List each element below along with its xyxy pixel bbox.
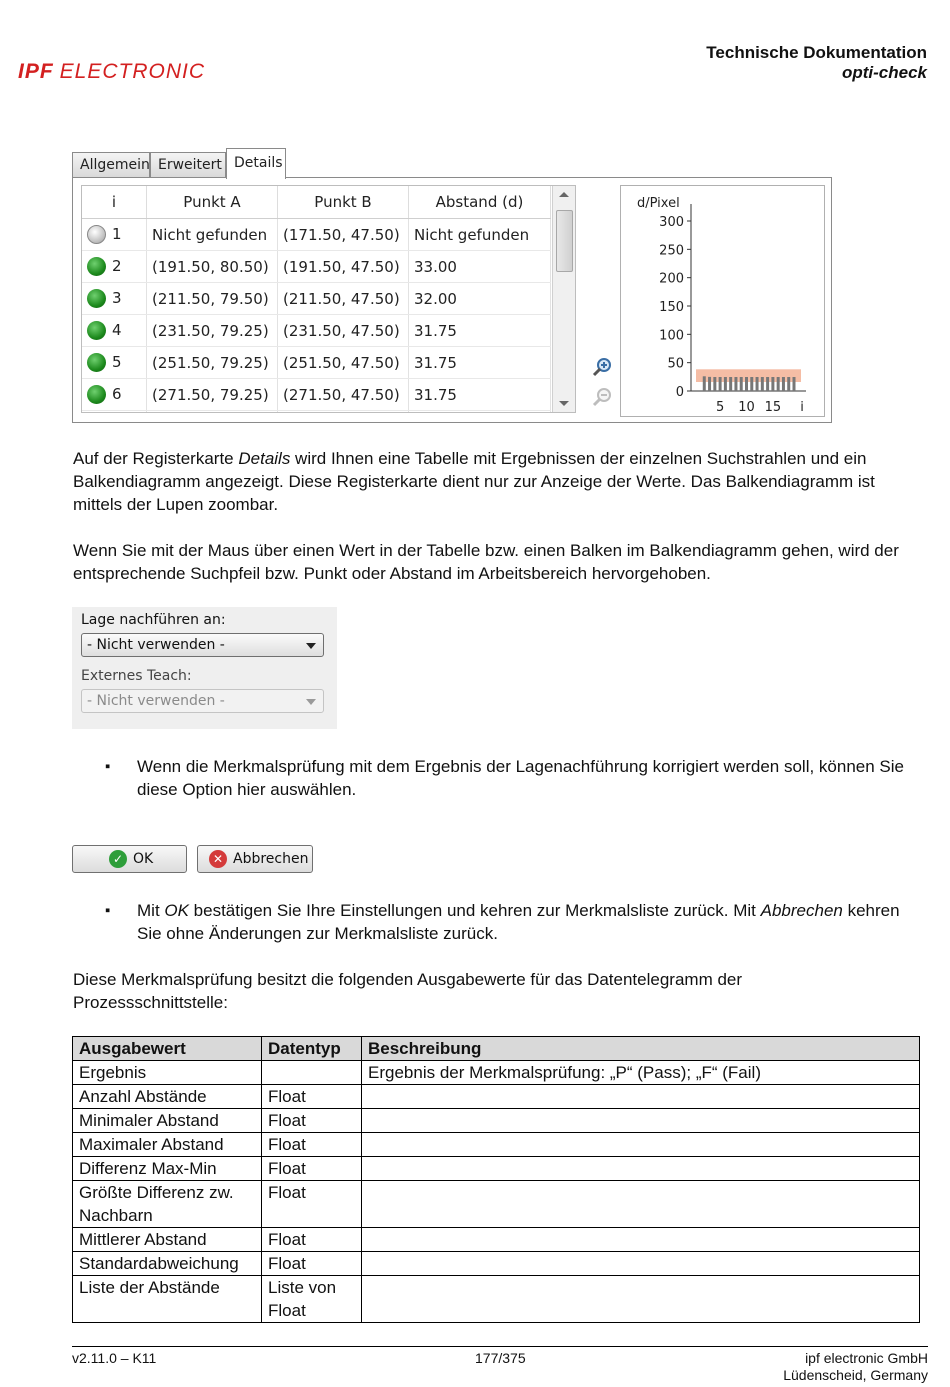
chart-bar — [724, 377, 727, 391]
position-tracking-screenshot — [72, 607, 337, 729]
cancel-label: Abbrechen — [233, 851, 309, 867]
status-not-found-icon — [87, 225, 106, 244]
row-index: 3 — [112, 289, 122, 307]
details-panel — [72, 177, 832, 423]
table-row — [73, 1181, 920, 1228]
chart-bar — [771, 377, 774, 391]
output-table-header — [73, 1037, 920, 1061]
cell-index — [82, 219, 147, 251]
document-subtitle: opti-check — [841, 63, 927, 82]
cell-index — [82, 315, 147, 347]
cell-punkt-b[interactable]: (231.50, 47.50) — [278, 315, 409, 347]
scroll-thumb[interactable] — [556, 210, 573, 272]
table-row — [73, 1276, 920, 1323]
position-tracking-select[interactable] — [81, 633, 324, 657]
cell-punkt-b[interactable]: (191.50, 47.50) — [278, 251, 409, 283]
chart-bar — [745, 377, 748, 391]
table-row[interactable] — [82, 251, 551, 283]
chart-bar — [719, 377, 722, 391]
cell-empty — [409, 411, 551, 414]
x-tick-label: 5 — [715, 400, 725, 415]
cell-index — [82, 379, 147, 411]
cell-punkt-b[interactable]: (211.50, 47.50) — [278, 283, 409, 315]
output-name: Minimaler Abstand — [73, 1109, 262, 1133]
footer-version: v2.11.0 – K11 — [72, 1350, 157, 1366]
cell-index — [82, 251, 147, 283]
footer-company-name: ipf electronic GmbH — [805, 1350, 928, 1366]
company-logo — [18, 60, 205, 84]
output-description — [362, 1085, 920, 1109]
table-row — [73, 1133, 920, 1157]
output-datatype: Float — [262, 1085, 362, 1109]
status-ok-icon — [87, 289, 106, 308]
y-tick-label: 50 — [667, 356, 684, 372]
output-description — [362, 1252, 920, 1276]
table-row — [73, 1157, 920, 1181]
output-name: Mittlerer Abstand — [73, 1228, 262, 1252]
cell-empty — [82, 411, 147, 414]
y-tick-label: 0 — [675, 385, 684, 400]
row-index: 5 — [112, 353, 122, 371]
output-datatype: Float — [262, 1133, 362, 1157]
output-datatype: Float — [262, 1181, 362, 1228]
chart-bar — [777, 377, 780, 391]
output-description — [362, 1133, 920, 1157]
paragraph-output-intro: Diese Merkmalsprüfung besitzt die folgenden Ausgabewerte für das Datentelegramm der Prozessschnittstelle: — [73, 970, 743, 1012]
output-datatype: Liste von Float — [262, 1276, 362, 1323]
row-index: 6 — [112, 385, 122, 403]
bullet-marker: ▪ — [105, 758, 111, 775]
header-beschreibung: Beschreibung — [362, 1037, 920, 1061]
table-row — [73, 1228, 920, 1252]
logo-electronic: ELECTRONIC — [59, 60, 206, 83]
chevron-down-icon — [306, 643, 316, 649]
chart-bar — [740, 377, 743, 391]
output-description — [362, 1276, 920, 1323]
output-name: Differenz Max-Min — [73, 1157, 262, 1181]
tab-allgemein[interactable]: Allgemein — [72, 152, 150, 177]
p1-text-start: Auf der Registerkarte — [73, 449, 239, 468]
output-description — [362, 1157, 920, 1181]
scroll-up-icon[interactable] — [559, 192, 569, 197]
b2-emphasis-abbrechen: Abbrechen — [760, 901, 843, 920]
chart-bar — [703, 376, 706, 391]
chevron-down-icon — [306, 699, 316, 705]
y-tick-label: 100 — [659, 328, 684, 344]
output-description — [362, 1109, 920, 1133]
bar-highlight — [696, 369, 801, 382]
chart-bar — [713, 377, 716, 391]
cancel-x-icon: ✕ — [209, 850, 227, 868]
column-header-punkt-a[interactable]: Punkt A — [147, 186, 278, 219]
column-header-punkt-b[interactable]: Punkt B — [278, 186, 409, 219]
chart-bar — [761, 377, 764, 391]
cell-punkt-a[interactable]: Nicht gefunden — [147, 219, 278, 251]
b2-text-middle: bestätigen Sie Ihre Einstellungen und kehren zur Merkmalsliste zurück. Mit — [188, 901, 761, 920]
output-name: Anzahl Abstände — [73, 1085, 262, 1109]
paragraph-details — [73, 447, 923, 516]
y-tick-label: 150 — [659, 300, 684, 315]
table-row[interactable] — [82, 315, 551, 347]
dd2-label: Externes Teach: — [81, 668, 192, 684]
dd1-label: Lage nachführen an: — [81, 612, 226, 628]
cell-abstand[interactable]: Nicht gefunden — [409, 219, 551, 251]
y-tick-label: 300 — [659, 215, 684, 230]
footer-page-number: 177/375 — [475, 1350, 526, 1366]
results-grid — [81, 185, 576, 413]
cell-abstand[interactable]: 33.00 — [409, 251, 551, 283]
grid-header-row — [82, 186, 551, 219]
table-row — [73, 1085, 920, 1109]
table-row[interactable] — [82, 347, 551, 379]
chart-bar — [750, 377, 753, 391]
table-row — [73, 1061, 920, 1085]
cell-empty — [278, 411, 409, 414]
chart-bar — [793, 377, 796, 391]
chart-bar — [787, 377, 790, 391]
bullet-marker: ▪ — [105, 902, 111, 919]
status-ok-icon — [87, 321, 106, 340]
bullet-position-tracking: Wenn die Merkmalsprüfung mit dem Ergebnis der Lagenachführung korrigiert werden soll, können Sie diese Option hier auswählen. — [137, 757, 904, 799]
cell-abstand[interactable]: 31.75 — [409, 315, 551, 347]
status-ok-icon — [87, 353, 106, 372]
table-row[interactable] — [82, 411, 551, 414]
y-tick-label: 200 — [659, 271, 684, 287]
row-index: 4 — [112, 321, 122, 339]
output-datatype: Float — [262, 1109, 362, 1133]
cell-index — [82, 347, 147, 379]
cell-punkt-b[interactable]: (271.50, 47.50) — [278, 379, 409, 411]
output-name: Liste der Abstände — [73, 1276, 262, 1323]
y-axis-label: d/Pixel — [637, 196, 680, 211]
ok-label: OK — [133, 851, 154, 867]
chart-bar — [782, 377, 785, 391]
scroll-down-icon[interactable] — [559, 401, 569, 406]
output-datatype: Float — [262, 1228, 362, 1252]
table-row — [73, 1252, 920, 1276]
cell-punkt-a[interactable]: (191.50, 80.50) — [147, 251, 278, 283]
x-axis-label: i — [800, 400, 804, 415]
output-name: Größte Differenz zw. Nachbarn — [73, 1181, 262, 1228]
zoom-in-icon[interactable] — [590, 356, 614, 380]
p1-text-end: wird Ihnen eine Tabelle mit Ergebnissen der einzelnen Suchstrahlen und ein Balkendiagramm angezeigt. Diese Registerkarte dient nur zur Anzeige der Werte. Das Balkendiagramm ist mittels der Lupen zoombar. — [73, 449, 875, 514]
b2-emphasis-ok: OK — [164, 901, 189, 920]
output-description — [362, 1228, 920, 1252]
row-index: 2 — [112, 257, 122, 275]
table-row[interactable] — [82, 219, 551, 251]
cell-punkt-a[interactable]: (231.50, 79.25) — [147, 315, 278, 347]
dd1-value: - Nicht verwenden - — [87, 637, 225, 653]
x-tick-label: 10 — [738, 400, 755, 415]
x-tick-label: 15 — [764, 400, 782, 415]
document-title: Technische Dokumentation — [706, 43, 927, 62]
chart-bar — [708, 377, 711, 391]
status-ok-icon — [87, 257, 106, 276]
footer-company-city: Lüdenscheid, Germany — [783, 1367, 928, 1383]
cell-punkt-a[interactable]: (211.50, 79.50) — [147, 283, 278, 315]
tab-erweitert[interactable]: Erweitert — [150, 152, 226, 177]
document-header — [706, 43, 927, 83]
chart-svg — [621, 186, 824, 416]
b2-text-start: Mit — [137, 901, 165, 920]
grid-scrollbar[interactable] — [552, 186, 575, 412]
tab-details[interactable]: Details — [226, 148, 286, 179]
output-datatype: Float — [262, 1157, 362, 1181]
check-icon: ✓ — [109, 850, 127, 868]
output-name: Maximaler Abstand — [73, 1133, 262, 1157]
chart-bar — [756, 377, 759, 391]
cell-punkt-a[interactable]: (271.50, 79.25) — [147, 379, 278, 411]
cell-punkt-a[interactable]: (251.50, 79.25) — [147, 347, 278, 379]
output-name: Standardabweichung — [73, 1252, 262, 1276]
distance-bar-chart — [620, 185, 825, 417]
output-datatype: Float — [262, 1252, 362, 1276]
table-row[interactable] — [82, 283, 551, 315]
dd2-value: - Nicht verwenden - — [87, 693, 225, 709]
cell-abstand[interactable]: 31.75 — [409, 379, 551, 411]
cell-empty — [147, 411, 278, 414]
column-header-abstand[interactable]: Abstand (d) — [409, 186, 551, 219]
bullet-ok-cancel — [137, 899, 917, 945]
chart-bar — [766, 377, 769, 391]
cell-punkt-b[interactable]: (171.50, 47.50) — [278, 219, 409, 251]
cell-index — [82, 283, 147, 315]
external-teach-select[interactable] — [81, 689, 324, 713]
cell-abstand[interactable]: 31.75 — [409, 347, 551, 379]
cell-abstand[interactable]: 32.00 — [409, 283, 551, 315]
cell-punkt-b[interactable]: (251.50, 47.50) — [278, 347, 409, 379]
ok-button[interactable] — [72, 845, 187, 873]
row-index: 1 — [112, 225, 122, 243]
header-ausgabewert: Ausgabewert — [73, 1037, 262, 1061]
b2-text-end: kehren Sie ohne Änderungen zur Merkmalsliste zurück. — [137, 901, 900, 943]
table-row — [73, 1109, 920, 1133]
footer-company — [783, 1350, 928, 1384]
output-description — [362, 1181, 920, 1228]
chart-bar — [734, 377, 737, 391]
table-row[interactable] — [82, 379, 551, 411]
output-description: Ergebnis der Merkmalsprüfung: „P“ (Pass); „F“ (Fail) — [362, 1061, 920, 1085]
details-screenshot — [72, 148, 832, 423]
status-ok-icon — [87, 385, 106, 404]
output-values-table — [72, 1036, 920, 1323]
output-datatype — [262, 1061, 362, 1085]
p1-emphasis-details: Details — [238, 449, 291, 468]
footer-divider — [72, 1346, 928, 1347]
paragraph-hover: Wenn Sie mit der Maus über einen Wert in der Tabelle bzw. einen Balken im Balkendiagramm gehen, wird der entsprechende Suchpfeil bzw. Punkt oder Abstand im Arbeitsbereich hervorgehoben. — [73, 541, 899, 583]
column-header-i[interactable]: i — [82, 186, 147, 219]
output-name: Ergebnis — [73, 1061, 262, 1085]
cancel-button[interactable] — [197, 845, 313, 873]
logo-ipf: IPF — [18, 60, 54, 83]
zoom-out-icon[interactable] — [590, 386, 614, 410]
chart-bar — [729, 377, 732, 391]
y-tick-label: 250 — [659, 243, 684, 259]
header-datentyp: Datentyp — [262, 1037, 362, 1061]
